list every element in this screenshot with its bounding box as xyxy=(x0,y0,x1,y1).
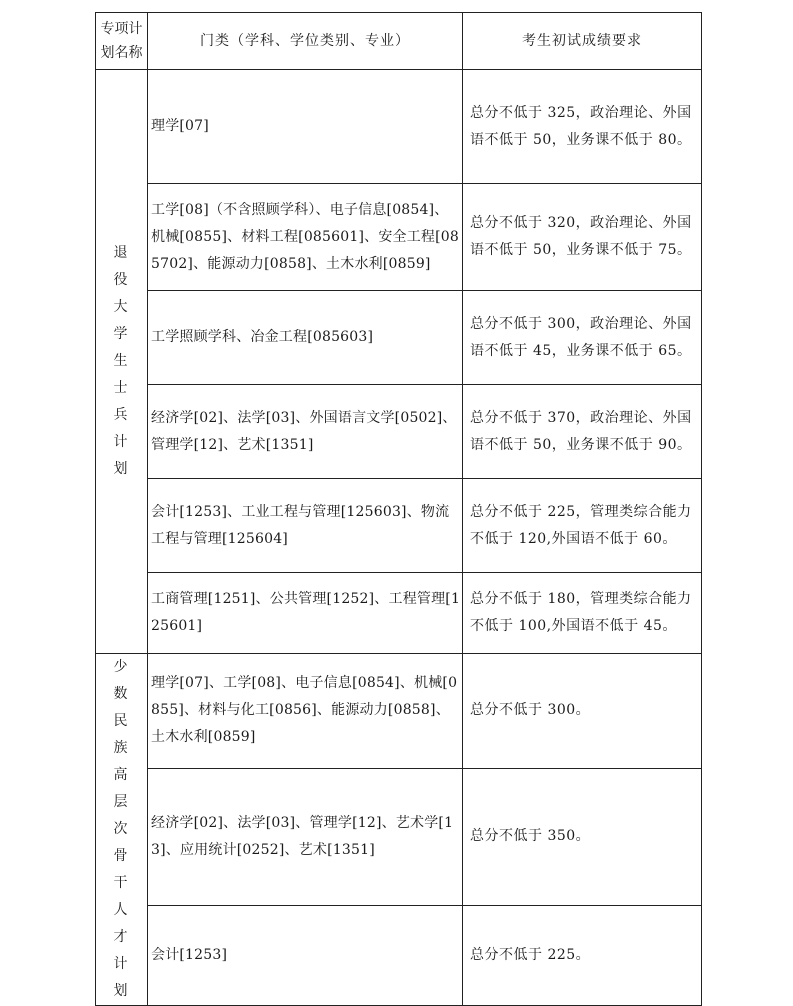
table-row xyxy=(96,291,702,385)
header-row xyxy=(96,13,702,70)
table-row xyxy=(96,768,702,905)
table-row xyxy=(96,479,702,573)
category-cell: 理学[07] xyxy=(148,70,463,184)
category-cell: 会计[1253]、工业工程与管理[125603]、物流工程与管理[125604] xyxy=(148,479,463,573)
table-row xyxy=(96,573,702,654)
table-row xyxy=(96,905,702,1005)
table-row xyxy=(96,385,702,479)
requirement-cell: 总分不低于 370，政治理论、外国语不低于 50，业务课不低于 90。 xyxy=(463,385,702,479)
category-cell: 会计[1253] xyxy=(148,905,463,1005)
category-cell: 工学[08]（不含照顾学科）、电子信息[0854]、机械[0855]、材料工程[085601]、安全工程[085702]、能源动力[0858]、土木水利[0859] xyxy=(148,184,463,291)
category-cell: 经济学[02]、法学[03]、外国语言文学[0502]、管理学[12]、艺术[1351] xyxy=(148,385,463,479)
table-row xyxy=(96,654,702,769)
plan-name: 少数民族高层次骨干人才计划 xyxy=(113,659,130,999)
requirement-cell: 总分不低于 225。 xyxy=(463,905,702,1005)
category-cell: 经济学[02]、法学[03]、管理学[12]、艺术学[13]、应用统计[0252]、艺术[1351] xyxy=(148,768,463,905)
plan-name: 退役大学生士兵计划 xyxy=(113,245,130,477)
category-cell: 工学照顾学科、冶金工程[085603] xyxy=(148,291,463,385)
category-cell: 工商管理[1251]、公共管理[1252]、工程管理[125601] xyxy=(148,573,463,654)
plan-name-cell xyxy=(96,654,148,1006)
requirement-header: 考生初试成绩要求 xyxy=(463,13,702,70)
plan-name-cell xyxy=(96,70,148,654)
requirement-cell: 总分不低于 325，政治理论、外国语不低于 50，业务课不低于 80。 xyxy=(463,70,702,184)
table-row xyxy=(96,184,702,291)
requirement-cell: 总分不低于 350。 xyxy=(463,768,702,905)
requirement-cell: 总分不低于 300，政治理论、外国语不低于 45，业务课不低于 65。 xyxy=(463,291,702,385)
requirement-cell: 总分不低于 225，管理类综合能力不低于 120,外国语不低于 60。 xyxy=(463,479,702,573)
category-cell: 理学[07]、工学[08]、电子信息[0854]、机械[0855]、材料与化工[0856]、能源动力[0858]、土木水利[0859] xyxy=(148,654,463,769)
requirement-cell: 总分不低于 320，政治理论、外国语不低于 50，业务课不低于 75。 xyxy=(463,184,702,291)
table-row xyxy=(96,70,702,184)
requirement-cell: 总分不低于 180，管理类综合能力不低于 100,外国语不低于 45。 xyxy=(463,573,702,654)
admission-requirements-table xyxy=(95,12,702,1006)
category-header: 门类（学科、学位类别、专业） xyxy=(148,13,463,70)
requirement-cell: 总分不低于 300。 xyxy=(463,654,702,769)
plan-name-header: 专项计划名称 xyxy=(96,13,148,70)
